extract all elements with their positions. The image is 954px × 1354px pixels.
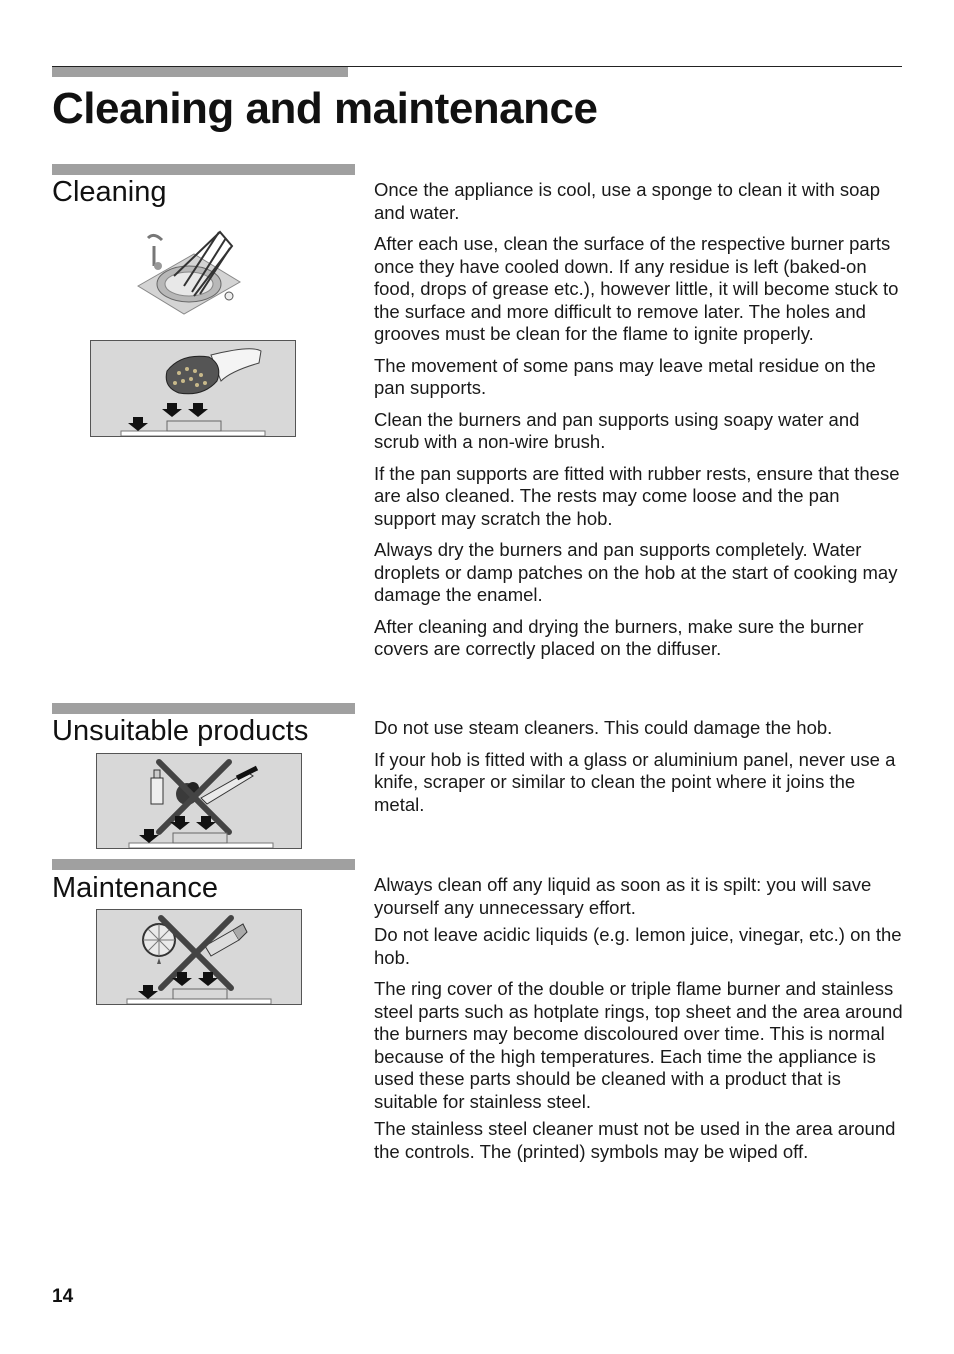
paragraph: Once the appliance is cool, use a sponge to clean it with soap and water.: [374, 179, 880, 223]
crossed-out-lemon-and-vinegar-icon: [96, 909, 302, 1005]
maintenance-section-bar: [52, 859, 355, 870]
sink-with-pan-support-icon: [134, 226, 244, 316]
unsuitable-section-bar: [52, 703, 355, 714]
unsuitable-text: [374, 717, 904, 825]
hand-with-sponge-icon: [90, 340, 296, 437]
paragraph: The ring cover of the double or triple flame burner and stainless steel parts such as hotplate rings, top sheet and the area around the burners may become discoloured over time. This is normal because of the high temperatures. Each time the appliance is used these parts should be cleaned with a product that is suitable for stainless steel.: [374, 978, 903, 1112]
paragraph: The stainless steel cleaner must not be used in the area around the controls. The (printed) symbols may be wiped off.: [374, 1118, 896, 1162]
cleaning-section-bar: [52, 164, 355, 175]
paragraph: If the pan supports are fitted with rubber rests, ensure that these are also cleaned. The rests may come loose and the pan support may scratch the hob.: [374, 462, 900, 529]
unsuitable-heading: Unsuitable products: [52, 715, 309, 747]
paragraph: The movement of some pans may leave metal residue on the pan supports.: [374, 354, 876, 398]
page-title: Cleaning and maintenance: [52, 84, 598, 133]
crossed-out-cleaner-and-knife-icon: [96, 753, 302, 849]
page-number: 14: [52, 1286, 74, 1307]
paragraph: Always clean off any liquid as soon as it is spilt: you will save yourself any unnecessary effort.: [374, 874, 872, 918]
top-bar: [52, 67, 348, 77]
maintenance-text: [374, 874, 904, 1172]
paragraph: Do not use steam cleaners. This could damage the hob.: [374, 717, 833, 738]
paragraph: Clean the burners and pan supports using soapy water and scrub with a non-wire brush.: [374, 408, 860, 452]
maintenance-heading: Maintenance: [52, 872, 219, 904]
paragraph: If your hob is fitted with a glass or aluminium panel, never use a knife, scraper or similar to clean the point where it joins the metal.: [374, 748, 896, 815]
paragraph: Do not leave acidic liquids (e.g. lemon juice, vinegar, etc.) on the hob.: [374, 924, 902, 968]
cleaning-heading: Cleaning: [52, 176, 167, 208]
paragraph: After each use, clean the surface of the respective burner parts once they have cooled down. If any residue is left (baked-on food, drops of grease etc.), however little, it will become stuck to the surface and more difficult to remove later. The holes and grooves must be clean for the flame to ignite properly.: [374, 233, 899, 344]
paragraph: After cleaning and drying the burners, make sure the burner covers are correctly placed on the diffuser.: [374, 615, 864, 659]
cleaning-text: [374, 179, 904, 670]
paragraph: Always dry the burners and pan supports completely. Water droplets or damp patches on the hob at the start of cooking may damage the enamel.: [374, 539, 898, 605]
